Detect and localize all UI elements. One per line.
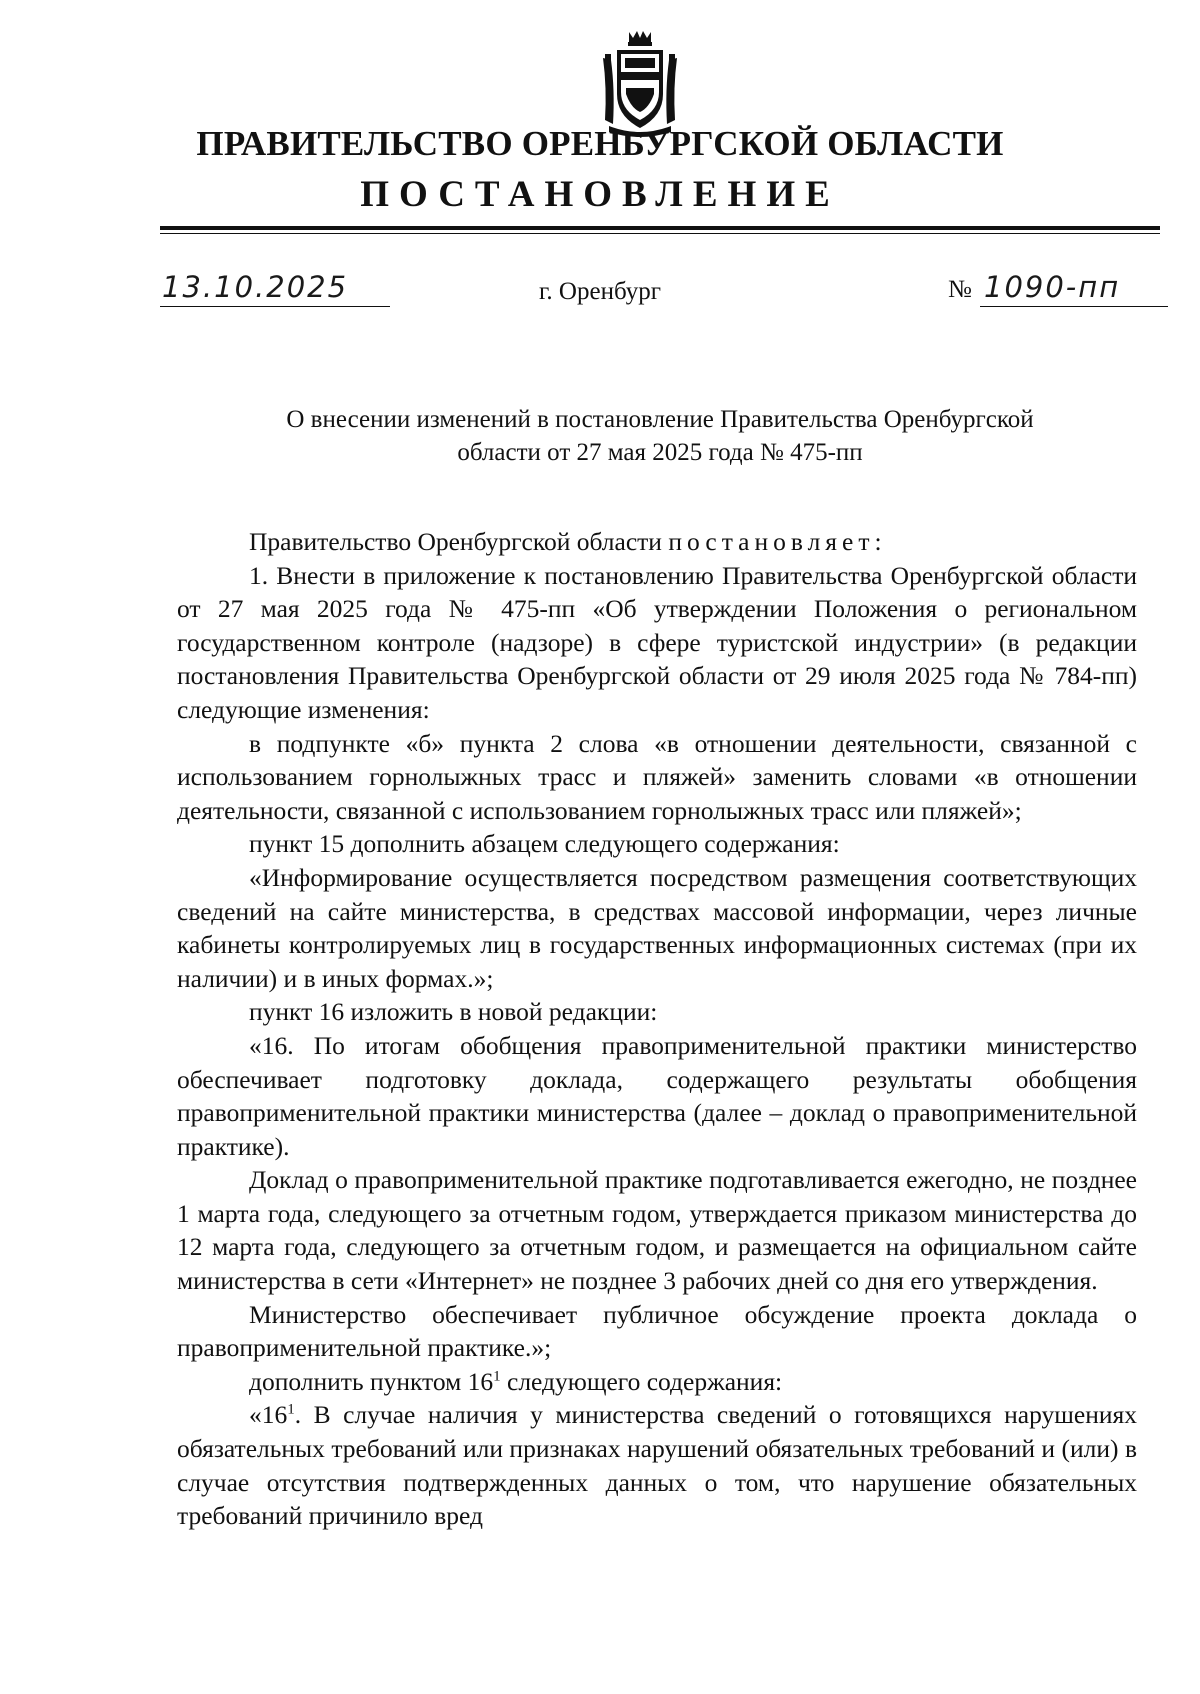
body-paragraph-9: [177, 1365, 1137, 1399]
document-subject: [160, 403, 1160, 469]
body-paragraph-10: [177, 1398, 1137, 1532]
header-divider-thick: [160, 226, 1160, 230]
document-number-label: №: [948, 276, 972, 303]
body-paragraph-5: пункт 16 изложить в новой редакции:: [249, 997, 658, 1027]
p10-text-a: «16: [249, 1400, 288, 1430]
date-underline: [160, 306, 390, 307]
body-paragraph-8: Министерство обеспечивает публичное обсуждение проекта доклада о правоприменительной практике.»;: [177, 1299, 1137, 1363]
preamble-text: Правительство Оренбургской области: [249, 527, 669, 556]
p9-text-b: следующего содержания:: [500, 1366, 783, 1396]
body-paragraph-2: в подпункте «б» пункта 2 слова «в отношении деятельности, связанной с использованием горнолыжных трасс и пляжей» заменить словами «в отношении деятельности, связанной с использованием горнолыжных трасс или пляжей»;: [177, 728, 1137, 825]
organization-title: ПРАВИТЕЛЬСТВО ОРЕНБУРГСКОЙ ОБЛАСТИ: [196, 124, 1004, 163]
document-date: 13.10.2025: [162, 270, 349, 304]
number-underline: [980, 306, 1168, 307]
body-paragraph-1: 1. Внести в приложение к постановлению Правительства Оренбургской области от 27 мая 2025 года № 475-пп «Об утверждении Положения о региональном государственном контроле (надзоре) в сфере туристской индустрии» (в редакции постановления Правительства Оренбургской области от 29 июля 2025 года № 784-пп) следующие изменения:: [177, 560, 1137, 724]
document-city: г. Оренбург: [539, 278, 661, 305]
body-preamble: [177, 525, 1137, 559]
document-number: 1090-пп: [984, 270, 1121, 304]
document-body: [177, 525, 1137, 1533]
subject-line-1: О внесении изменений в постановление Правительства Оренбургской: [286, 406, 1034, 433]
body-paragraph-4: «Информирование осуществляется посредством размещения соответствующих сведений на сайте министерства, в средствах массовой информации, через личные кабинеты контролируемых лиц в государственных информационных системах (при их наличии) и в иных формах.»;: [177, 862, 1137, 993]
subject-line-2: области от 27 мая 2025 года № 475-пп: [457, 439, 863, 466]
p9-text-a: дополнить пунктом 16: [249, 1366, 494, 1396]
preamble-decree-word: постановляет:: [668, 527, 887, 556]
p10-superscript: 1: [287, 1401, 295, 1418]
body-paragraph-7: Доклад о правоприменительной практике подготавливается ежегодно, не позднее 1 марта года, следующего за отчетным годом, утверждается приказом министерства до 12 марта года, следующего за отчетным годом, и размещается на официальном сайте министерства в сети «Интернет» не позднее 3 рабочих дней со дня его утверждения.: [177, 1165, 1137, 1296]
p10-text-b: . В случае наличия у министерства сведений о готовящихся нарушениях обязательных требований или признаках нарушений обязательных требований и (или) в случае отсутствия подтвержденных данных о том, что нарушение обязательных требований причинило вред: [177, 1400, 1137, 1531]
orenburg-coat-of-arms-icon: [599, 28, 681, 138]
document-type-title: ПОСТАНОВЛЕНИЕ: [360, 174, 840, 215]
body-paragraph-6: «16. По итогам обобщения правоприменительной практики министерство обеспечивает подготовку доклада, содержащего результаты обобщения правоприменительной практики министерства (далее – доклад о правоприменительной практике).: [177, 1030, 1137, 1161]
document-number-field: [948, 270, 1168, 310]
p9-superscript: 1: [493, 1368, 501, 1385]
body-paragraph-3: пункт 15 дополнить абзацем следующего содержания:: [249, 829, 840, 859]
header-divider-thin: [160, 233, 1160, 234]
